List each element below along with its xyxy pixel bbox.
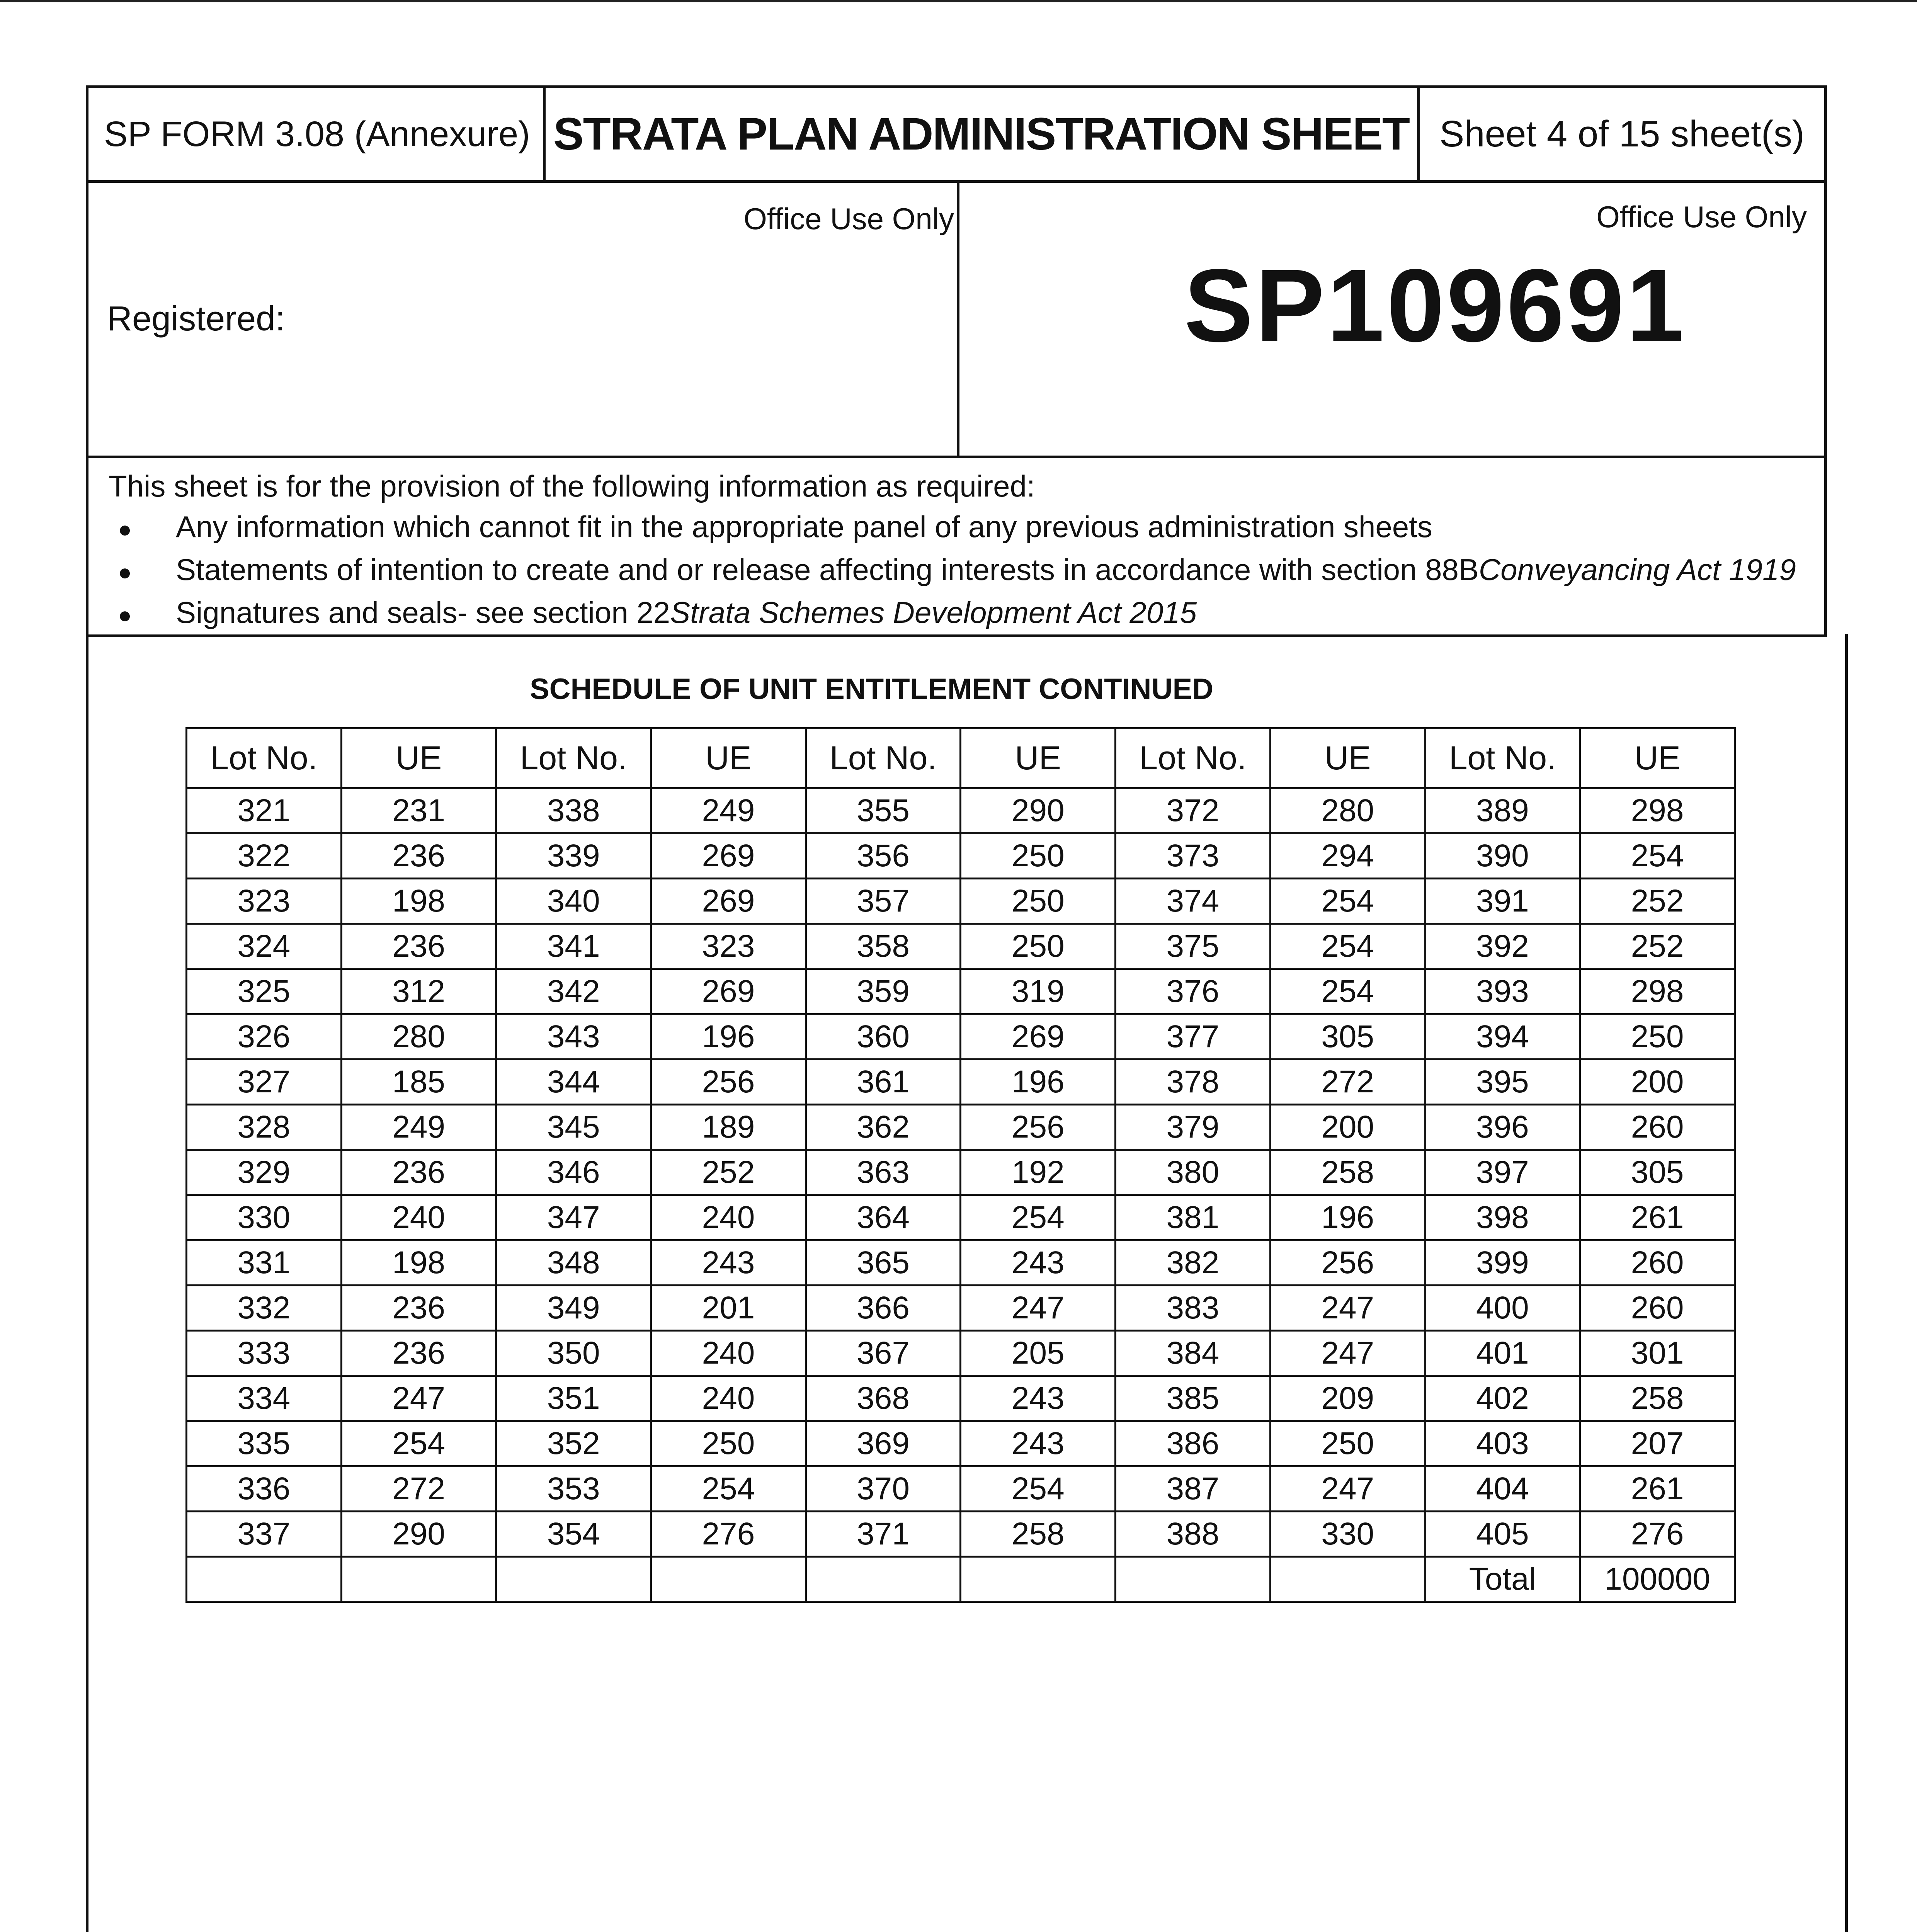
lot-number-cell: 333 (187, 1331, 342, 1376)
information-intro: This sheet is for the provision of the following information as required: (109, 469, 1035, 503)
table-row (187, 1376, 1735, 1421)
lot-number-cell: 392 (1425, 924, 1580, 969)
lot-number-cell: 402 (1425, 1376, 1580, 1421)
ue-value-cell: 200 (1270, 1105, 1425, 1150)
lot-number-cell: 360 (806, 1014, 961, 1060)
lot-number-cell: 364 (806, 1195, 961, 1240)
ue-value-cell: 305 (1580, 1150, 1735, 1195)
ue-value-cell: 250 (961, 879, 1116, 924)
header-lot-no: Lot No. (187, 728, 342, 788)
lot-number-cell: 321 (187, 788, 342, 833)
table-header-row (187, 728, 1735, 788)
lot-number-cell: 350 (496, 1331, 651, 1376)
ue-value-cell: 198 (341, 1240, 496, 1286)
lot-number-cell: 395 (1425, 1060, 1580, 1105)
ue-value-cell: 236 (341, 1331, 496, 1376)
ue-value-cell: 247 (961, 1286, 1116, 1331)
ue-value-cell: 280 (341, 1014, 496, 1060)
ue-value-cell: 209 (1270, 1376, 1425, 1421)
lot-number-cell: 354 (496, 1512, 651, 1557)
empty-cell (961, 1557, 1116, 1602)
lot-number-cell: 322 (187, 833, 342, 879)
header-lot-no: Lot No. (1425, 728, 1580, 788)
lot-number-cell: 387 (1116, 1466, 1271, 1512)
information-bullet-list (109, 507, 1824, 635)
ue-value-cell: 198 (341, 879, 496, 924)
ue-value-cell: 247 (1270, 1286, 1425, 1331)
lot-number-cell: 396 (1425, 1105, 1580, 1150)
ue-value-cell: 254 (961, 1466, 1116, 1512)
registration-panel (86, 180, 1827, 458)
table-row (187, 1331, 1735, 1376)
table-body (187, 788, 1735, 1602)
ue-value-cell: 290 (961, 788, 1116, 833)
lot-number-cell: 374 (1116, 879, 1271, 924)
lot-number-cell: 325 (187, 969, 342, 1014)
ue-value-cell: 319 (961, 969, 1116, 1014)
lot-number-cell: 369 (806, 1421, 961, 1466)
ue-value-cell: 254 (1270, 924, 1425, 969)
lot-number-cell: 368 (806, 1376, 961, 1421)
lot-number-cell: 331 (187, 1240, 342, 1286)
ue-value-cell: 243 (961, 1240, 1116, 1286)
ue-value-cell: 196 (961, 1060, 1116, 1105)
bullet-act-name: Strata Schemes Development Act 2015 (670, 595, 1197, 629)
ue-value-cell: 254 (1270, 879, 1425, 924)
lot-number-cell: 380 (1116, 1150, 1271, 1195)
registered-label: Registered: (107, 299, 285, 338)
lot-number-cell: 330 (187, 1195, 342, 1240)
lot-number-cell: 375 (1116, 924, 1271, 969)
ue-value-cell: 290 (341, 1512, 496, 1557)
lot-number-cell: 339 (496, 833, 651, 879)
ue-value-cell: 236 (341, 833, 496, 879)
ue-value-cell: 252 (651, 1150, 806, 1195)
ue-value-cell: 240 (341, 1195, 496, 1240)
lot-number-cell: 356 (806, 833, 961, 879)
table-row (187, 833, 1735, 879)
ue-value-cell: 247 (341, 1376, 496, 1421)
lot-number-cell: 357 (806, 879, 961, 924)
total-label: Total (1425, 1557, 1580, 1602)
ue-value-cell: 207 (1580, 1421, 1735, 1466)
ue-value-cell: 254 (651, 1466, 806, 1512)
lot-number-cell: 400 (1425, 1286, 1580, 1331)
ue-value-cell: 252 (1580, 879, 1735, 924)
lot-number-cell: 362 (806, 1105, 961, 1150)
ue-value-cell: 243 (961, 1421, 1116, 1466)
table-row (187, 1150, 1735, 1195)
lot-number-cell: 379 (1116, 1105, 1271, 1150)
table-row (187, 1105, 1735, 1150)
lot-number-cell: 389 (1425, 788, 1580, 833)
ue-value-cell: 250 (1270, 1421, 1425, 1466)
lot-number-cell: 386 (1116, 1421, 1271, 1466)
ue-value-cell: 269 (961, 1014, 1116, 1060)
table-row (187, 1240, 1735, 1286)
ue-value-cell: 243 (961, 1376, 1116, 1421)
ue-value-cell: 240 (651, 1195, 806, 1240)
table-row (187, 1014, 1735, 1060)
sheet-number: Sheet 4 of 15 sheet(s) (1439, 113, 1805, 155)
lot-number-cell: 376 (1116, 969, 1271, 1014)
table-row (187, 924, 1735, 969)
ue-value-cell: 243 (651, 1240, 806, 1286)
sheet-title: STRATA PLAN ADMINISTRATION SHEET (546, 88, 1420, 180)
lot-number-cell: 381 (1116, 1195, 1271, 1240)
table-row (187, 969, 1735, 1014)
lot-number-cell: 403 (1425, 1421, 1580, 1466)
ue-value-cell: 249 (651, 788, 806, 833)
lot-number-cell: 328 (187, 1105, 342, 1150)
ue-value-cell: 301 (1580, 1331, 1735, 1376)
ue-value-cell: 272 (1270, 1060, 1425, 1105)
lot-number-cell: 373 (1116, 833, 1271, 879)
table-row (187, 1466, 1735, 1512)
table-row (187, 1286, 1735, 1331)
lot-number-cell: 361 (806, 1060, 961, 1105)
bullet-text: Statements of intention to create and or release affecting interests in accordance with section 88B (176, 553, 1479, 587)
lot-number-cell: 346 (496, 1150, 651, 1195)
lot-number-cell: 404 (1425, 1466, 1580, 1512)
ue-value-cell: 256 (651, 1060, 806, 1105)
lot-number-cell: 338 (496, 788, 651, 833)
header-lot-no: Lot No. (496, 728, 651, 788)
ue-value-cell: 192 (961, 1150, 1116, 1195)
lot-number-cell: 324 (187, 924, 342, 969)
lot-number-cell: 371 (806, 1512, 961, 1557)
ue-value-cell: 256 (961, 1105, 1116, 1150)
office-use-right-label: Office Use Only (1596, 200, 1807, 234)
empty-cell (806, 1557, 961, 1602)
form-header (86, 85, 1827, 183)
office-use-left-label: Office Use Only (743, 202, 954, 236)
lot-number-cell: 384 (1116, 1331, 1271, 1376)
information-bullet (109, 549, 1824, 592)
header-ue: UE (1580, 728, 1735, 788)
lot-number-cell: 344 (496, 1060, 651, 1105)
ue-value-cell: 201 (651, 1286, 806, 1331)
empty-cell (1270, 1557, 1425, 1602)
lot-number-cell: 332 (187, 1286, 342, 1331)
ue-value-cell: 260 (1580, 1240, 1735, 1286)
table-row (187, 1060, 1735, 1105)
ue-value-cell: 189 (651, 1105, 806, 1150)
ue-value-cell: 323 (651, 924, 806, 969)
ue-value-cell: 261 (1580, 1466, 1735, 1512)
header-lot-no: Lot No. (1116, 728, 1271, 788)
empty-cell (187, 1557, 342, 1602)
lot-number-cell: 388 (1116, 1512, 1271, 1557)
lot-number-cell: 337 (187, 1512, 342, 1557)
header-ue: UE (341, 728, 496, 788)
lot-number-cell: 391 (1425, 879, 1580, 924)
lot-number-cell: 397 (1425, 1150, 1580, 1195)
table-row (187, 879, 1735, 924)
lot-number-cell: 329 (187, 1150, 342, 1195)
lot-number-cell: 349 (496, 1286, 651, 1331)
ue-value-cell: 240 (651, 1331, 806, 1376)
ue-value-cell: 240 (651, 1376, 806, 1421)
ue-value-cell: 231 (341, 788, 496, 833)
lot-number-cell: 367 (806, 1331, 961, 1376)
table-row (187, 1421, 1735, 1466)
lot-number-cell: 340 (496, 879, 651, 924)
ue-value-cell: 200 (1580, 1060, 1735, 1105)
ue-value-cell: 272 (341, 1466, 496, 1512)
ue-value-cell: 269 (651, 833, 806, 879)
lot-number-cell: 348 (496, 1240, 651, 1286)
lot-number-cell: 394 (1425, 1014, 1580, 1060)
ue-value-cell: 258 (1580, 1376, 1735, 1421)
scan-top-rule (0, 0, 1917, 2)
lot-number-cell: 398 (1425, 1195, 1580, 1240)
ue-value-cell: 249 (341, 1105, 496, 1150)
lot-number-cell: 352 (496, 1421, 651, 1466)
lot-number-cell: 345 (496, 1105, 651, 1150)
lot-number-cell: 372 (1116, 788, 1271, 833)
ue-value-cell: 305 (1270, 1014, 1425, 1060)
table-total-row (187, 1557, 1735, 1602)
lot-number-cell: 401 (1425, 1331, 1580, 1376)
ue-value-cell: 196 (1270, 1195, 1425, 1240)
ue-value-cell: 185 (341, 1060, 496, 1105)
ue-value-cell: 294 (1270, 833, 1425, 879)
header-ue: UE (651, 728, 806, 788)
ue-value-cell: 256 (1270, 1240, 1425, 1286)
ue-value-cell: 254 (1580, 833, 1735, 879)
lot-number-cell: 326 (187, 1014, 342, 1060)
bullet-dot-icon: ● (118, 602, 132, 628)
ue-value-cell: 250 (961, 924, 1116, 969)
ue-value-cell: 298 (1580, 788, 1735, 833)
lot-number-cell: 323 (187, 879, 342, 924)
ue-value-cell: 252 (1580, 924, 1735, 969)
lot-number-cell: 334 (187, 1376, 342, 1421)
ue-value-cell: 280 (1270, 788, 1425, 833)
ue-value-cell: 196 (651, 1014, 806, 1060)
ue-value-cell: 247 (1270, 1466, 1425, 1512)
bullet-dot-icon: ● (118, 516, 132, 542)
unit-entitlement-table (185, 727, 1736, 1603)
ue-value-cell: 258 (1270, 1150, 1425, 1195)
ue-value-cell: 276 (651, 1512, 806, 1557)
lot-number-cell: 351 (496, 1376, 651, 1421)
information-bullet (109, 507, 1824, 549)
header-ue: UE (1270, 728, 1425, 788)
ue-value-cell: 236 (341, 1286, 496, 1331)
ue-value-cell: 258 (961, 1512, 1116, 1557)
lot-number-cell: 359 (806, 969, 961, 1014)
table-row (187, 788, 1735, 833)
bullet-dot-icon: ● (118, 559, 132, 585)
empty-cell (1116, 1557, 1271, 1602)
ue-value-cell: 269 (651, 969, 806, 1014)
table-row (187, 1195, 1735, 1240)
empty-cell (341, 1557, 496, 1602)
lot-number-cell: 378 (1116, 1060, 1271, 1105)
table-row (187, 1512, 1735, 1557)
lot-number-cell: 353 (496, 1466, 651, 1512)
ue-value-cell: 205 (961, 1331, 1116, 1376)
ue-value-cell: 330 (1270, 1512, 1425, 1557)
information-panel (86, 456, 1827, 637)
lot-number-cell: 366 (806, 1286, 961, 1331)
ue-value-cell: 269 (651, 879, 806, 924)
ue-value-cell: 276 (1580, 1512, 1735, 1557)
header-lot-no: Lot No. (806, 728, 961, 788)
lot-number-cell: 382 (1116, 1240, 1271, 1286)
lot-number-cell: 405 (1425, 1512, 1580, 1557)
ue-value-cell: 254 (341, 1421, 496, 1466)
lot-number-cell: 342 (496, 969, 651, 1014)
ue-value-cell: 260 (1580, 1105, 1735, 1150)
lot-number-cell: 377 (1116, 1014, 1271, 1060)
lot-number-cell: 343 (496, 1014, 651, 1060)
ue-value-cell: 254 (1270, 969, 1425, 1014)
bullet-text: Any information which cannot fit in the appropriate panel of any previous administration sheets (176, 510, 1432, 544)
ue-value-cell: 261 (1580, 1195, 1735, 1240)
lot-number-cell: 385 (1116, 1376, 1271, 1421)
plan-number: SP109691 (1184, 247, 1686, 363)
lot-number-cell: 355 (806, 788, 961, 833)
ue-value-cell: 250 (651, 1421, 806, 1466)
lot-number-cell: 363 (806, 1150, 961, 1195)
ue-value-cell: 298 (1580, 969, 1735, 1014)
lot-number-cell: 383 (1116, 1286, 1271, 1331)
ue-value-cell: 250 (961, 833, 1116, 879)
schedule-title: SCHEDULE OF UNIT ENTITLEMENT CONTINUED (529, 673, 1214, 706)
empty-cell (651, 1557, 806, 1602)
header-ue: UE (961, 728, 1116, 788)
lot-number-cell: 341 (496, 924, 651, 969)
ue-value-cell: 260 (1580, 1286, 1735, 1331)
bullet-act-name: Conveyancing Act 1919 (1478, 553, 1796, 587)
lot-number-cell: 336 (187, 1466, 342, 1512)
lot-number-cell: 347 (496, 1195, 651, 1240)
bullet-text: Signatures and seals- see section 22 (176, 595, 670, 629)
lot-number-cell: 358 (806, 924, 961, 969)
ue-value-cell: 236 (341, 924, 496, 969)
lot-number-cell: 370 (806, 1466, 961, 1512)
total-value: 100000 (1580, 1557, 1735, 1602)
ue-value-cell: 247 (1270, 1331, 1425, 1376)
form-label: SP FORM 3.08 (Annexure) (88, 88, 546, 180)
lot-number-cell: 393 (1425, 969, 1580, 1014)
lot-number-cell: 335 (187, 1421, 342, 1466)
ue-value-cell: 236 (341, 1150, 496, 1195)
empty-cell (496, 1557, 651, 1602)
ue-value-cell: 250 (1580, 1014, 1735, 1060)
ue-value-cell: 254 (961, 1195, 1116, 1240)
lot-number-cell: 365 (806, 1240, 961, 1286)
lot-number-cell: 327 (187, 1060, 342, 1105)
ue-value-cell: 312 (341, 969, 496, 1014)
lot-number-cell: 390 (1425, 833, 1580, 879)
lot-number-cell: 399 (1425, 1240, 1580, 1286)
information-bullet (109, 592, 1824, 635)
